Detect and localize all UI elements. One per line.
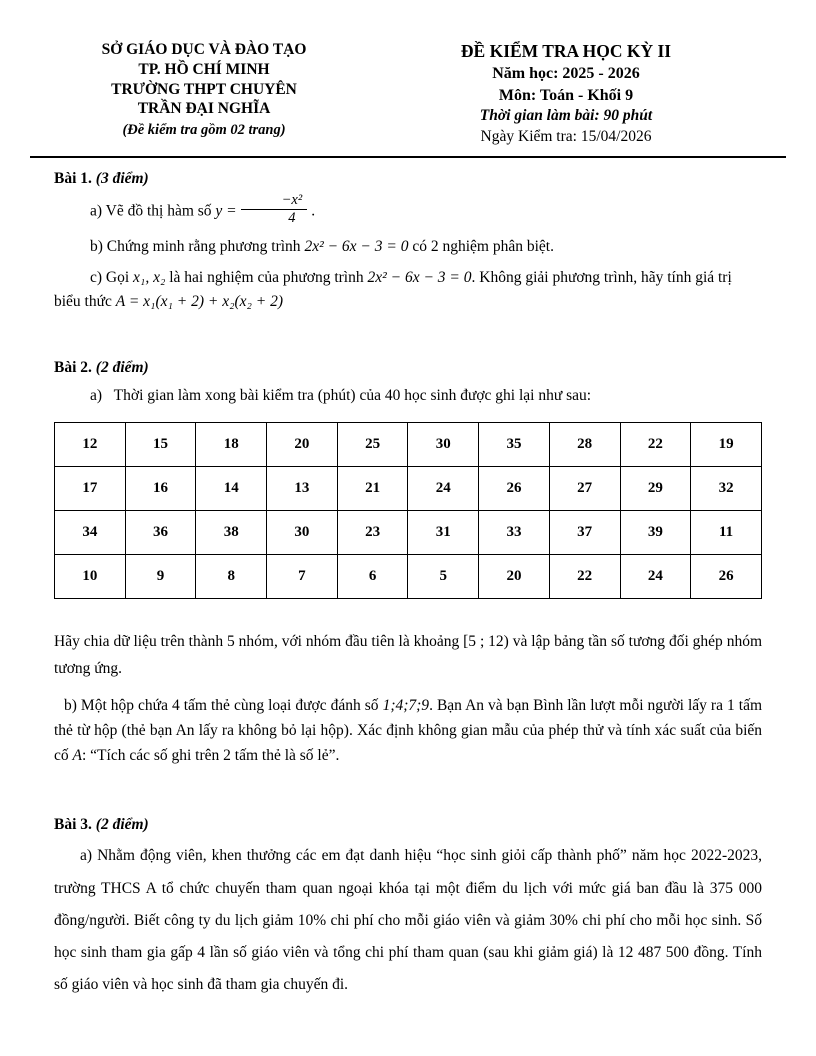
table-cell: 20 — [479, 555, 550, 599]
data-table-body — [55, 423, 762, 599]
table-cell: 8 — [196, 555, 267, 599]
table-cell: 19 — [691, 423, 762, 467]
math-expression-A: A = x₁(x₁ + 2) + x₂(x₂ + 2) — [115, 293, 284, 311]
problem-1-points: (3 điểm) — [95, 169, 149, 187]
problem-1-part-a — [54, 191, 762, 228]
problem-1-part-b — [54, 235, 762, 259]
table-cell: 29 — [620, 467, 691, 511]
table-cell: 30 — [267, 511, 338, 555]
problem-3-title — [54, 816, 762, 834]
table-cell: 16 — [125, 467, 196, 511]
fraction-numerator: −x² — [241, 193, 308, 210]
problem-2-grouping-instruction: Hãy chia dữ liệu trên thành 5 nhóm, với nhóm đầu tiên là khoảng [5 ; 12) và lập bảng tần số tương đối ghép nhóm tương ứng. — [54, 633, 762, 677]
problem-3-part-a: a) Nhằm động viên, khen thưởng các em đạt danh hiệu “học sinh giỏi cấp thành phố” năm học 2022-2023, trường THCS A tổ chức chuyến tham quan ngoại khóa tại một điểm du lịch với mức giá ban đầu là 375 000 đồng/người. Biết công ty du lịch giảm 10% chi phí cho mỗi giáo viên và giảm 30% chi phí cho mỗi học sinh. Số học sinh tham gia gấp 4 lần số giáo viên và tổng chi phí tham quan (sau khi giảm giá) là 12 487 500 đồng. Tính số giáo viên và học sinh đã tham gia chuyến đi. — [54, 847, 762, 994]
table-row — [55, 555, 762, 599]
problem-2-points: (2 điểm) — [95, 359, 149, 377]
table-cell: 6 — [337, 555, 408, 599]
table-cell: 37 — [549, 511, 620, 555]
department-name: SỞ GIÁO DỤC VÀ ĐÀO TẠO — [101, 41, 307, 58]
table-cell: 24 — [408, 467, 479, 511]
part-b2-text-pre: b) Một hộp chứa 4 tấm thẻ cùng loại được đánh số — [64, 697, 383, 715]
table-cell: 15 — [125, 423, 196, 467]
part-a-period: . — [311, 202, 316, 220]
table-cell: 23 — [337, 511, 408, 555]
table-cell: 39 — [620, 511, 691, 555]
table-cell: 18 — [196, 423, 267, 467]
part-b2-text-post: : “Tích các số ghi trên 2 tấm thẻ là số lẻ”. — [81, 746, 340, 764]
table-cell: 26 — [479, 467, 550, 511]
table-cell: 31 — [408, 511, 479, 555]
school-name-line2: TRẦN ĐẠI NGHĨA — [137, 100, 271, 118]
table-cell: 22 — [620, 423, 691, 467]
problem-1-section — [54, 170, 762, 314]
table-cell: 12 — [55, 423, 126, 467]
math-roots: x₁, x₂ — [133, 269, 166, 287]
math-function-lhs: y = — [215, 202, 237, 220]
school-name-line1: TRƯỜNG THPT CHUYÊN — [111, 80, 297, 98]
table-cell: 38 — [196, 511, 267, 555]
fraction — [241, 193, 308, 226]
school-block — [54, 40, 354, 140]
math-event-A: A — [72, 746, 82, 764]
problem-1-part-c — [54, 266, 762, 314]
table-cell: 32 — [691, 467, 762, 511]
table-cell: 9 — [125, 555, 196, 599]
table-cell: 24 — [620, 555, 691, 599]
part-b2-text-mid: . Bạn An và bạn Bình lần lượt mỗi người lấy ra 1 tấm thẻ từ hộp (thẻ bạn An lấy ra không bỏ lại hộp). Xác định không gian mẫu của phép thử và tính xác suất của biến cố — [54, 697, 763, 764]
math-quadratic-equation: 2x² − 6x − 3 = 0 — [304, 238, 409, 256]
table-cell: 30 — [408, 423, 479, 467]
part-c-text-mid1: là hai nghiệm của phương trình — [165, 269, 368, 287]
time-data-table — [54, 422, 762, 599]
subject-grade: Môn: Toán - Khối 9 — [498, 86, 634, 104]
table-cell: 26 — [691, 555, 762, 599]
part-c-text-pre: c) Gọi — [90, 269, 134, 287]
table-cell: 21 — [337, 467, 408, 511]
problem-2-section — [54, 359, 762, 768]
problem-3-number: Bài 3. — [54, 816, 92, 834]
part-b-text-post: có 2 nghiệm phân biệt. — [408, 238, 554, 256]
problem-2-number: Bài 2. — [54, 359, 92, 377]
exam-info-block — [406, 40, 726, 148]
problem-1-number: Bài 1. — [54, 169, 92, 187]
table-cell: 35 — [479, 423, 550, 467]
table-cell: 13 — [267, 467, 338, 511]
table-cell: 14 — [196, 467, 267, 511]
problem-2-title — [54, 359, 762, 377]
part-a-text: a) Vẽ đồ thị hàm số — [90, 202, 216, 220]
math-quadratic-equation-2: 2x² − 6x − 3 = 0 — [367, 269, 472, 287]
page-count-note: (Đề kiểm tra gồm 02 trang) — [122, 122, 286, 139]
table-cell: 5 — [408, 555, 479, 599]
table-cell: 36 — [125, 511, 196, 555]
exam-duration: Thời gian làm bài: 90 phút — [479, 107, 653, 125]
exam-date: Ngày Kiểm tra: 15/04/2026 — [480, 128, 652, 146]
problem-3-section — [54, 816, 762, 1001]
problem-2-part-b — [54, 694, 762, 768]
table-cell: 22 — [549, 555, 620, 599]
table-row — [55, 511, 762, 555]
table-cell: 34 — [55, 511, 126, 555]
table-cell: 25 — [337, 423, 408, 467]
table-cell: 20 — [267, 423, 338, 467]
exam-header — [54, 40, 762, 148]
part-c-text-mid2: . Không giải phương trình, hãy tính giá trị biểu thức — [54, 269, 732, 311]
section-spacer — [54, 321, 762, 347]
table-cell: 10 — [55, 555, 126, 599]
table-row — [55, 467, 762, 511]
part-b-text-pre: b) Chứng minh rằng phương trình — [90, 238, 305, 256]
table-cell: 17 — [55, 467, 126, 511]
table-cell: 33 — [479, 511, 550, 555]
fraction-denominator: 4 — [288, 210, 296, 227]
header-divider — [30, 156, 786, 158]
math-card-numbers: 1;4;7;9 — [382, 697, 430, 715]
table-cell: 7 — [267, 555, 338, 599]
city-name: TP. HỒ CHÍ MINH — [138, 60, 270, 78]
table-cell: 11 — [691, 511, 762, 555]
school-year: Năm học: 2025 - 2026 — [492, 65, 640, 83]
problem-2-part-a: a) Thời gian làm xong bài kiểm tra (phút) của 40 học sinh được ghi lại như sau: — [90, 387, 592, 405]
problem-1-title — [54, 170, 762, 188]
exam-title: ĐỀ KIỂM TRA HỌC KỲ II — [460, 41, 672, 61]
problem-3-points: (2 điểm) — [95, 816, 149, 834]
table-row — [55, 423, 762, 467]
table-cell: 28 — [549, 423, 620, 467]
table-cell: 27 — [549, 467, 620, 511]
